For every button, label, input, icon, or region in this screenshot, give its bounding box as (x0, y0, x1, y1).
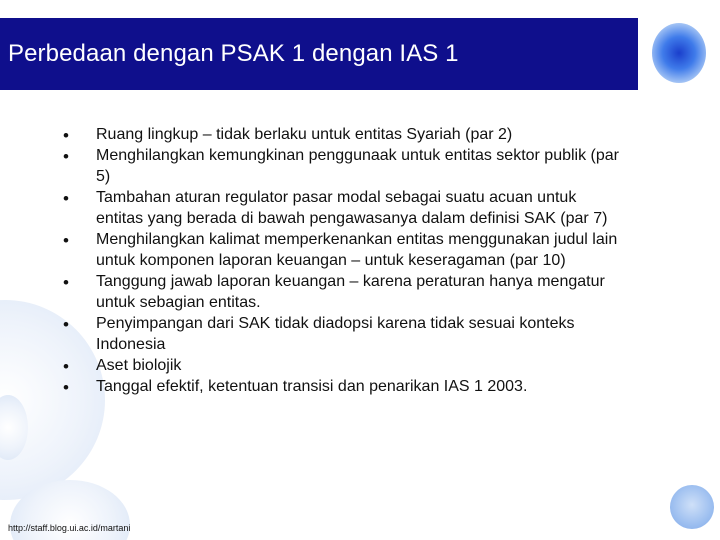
bullet-item (62, 229, 622, 271)
bullet-text: Penyimpangan dari SAK tidak diadopsi karena tidak sesuai konteks Indonesia (96, 315, 575, 353)
bullet-text: Menghilangkan kalimat memperkenankan entitas menggunakan judul lain untuk komponen laporan keuangan – untuk keseragaman (par 10) (96, 231, 618, 269)
bullet-text: Ruang lingkup – tidak berlaku untuk entitas Syariah (par 2) (96, 126, 513, 143)
bullet-icon: • (63, 357, 69, 376)
bullet-item (62, 313, 622, 355)
title-bar (0, 18, 638, 90)
bullet-text: Aset biolojik (96, 357, 182, 374)
bullet-item (62, 271, 622, 313)
bullet-icon: • (63, 189, 69, 208)
bullet-text: Tambahan aturan regulator pasar modal sebagai suatu acuan untuk entitas yang berada di bawah pengawasanya dalam definisi SAK (par 7) (96, 189, 608, 227)
bullet-icon: • (63, 273, 69, 292)
bullet-item (62, 187, 622, 229)
bullet-icon: • (63, 315, 69, 334)
decorative-blue-orb (652, 23, 706, 83)
bullet-text: Tanggal efektif, ketentuan transisi dan penarikan IAS 1 2003. (96, 378, 528, 395)
bullet-item (62, 376, 622, 397)
bullet-icon: • (63, 126, 69, 145)
bullet-item (62, 124, 622, 145)
bullet-text: Menghilangkan kemungkinan penggunaak untuk entitas sektor publik (par 5) (96, 147, 620, 185)
bullet-icon: • (63, 231, 69, 250)
footer-url[interactable]: http://staff.blog.ui.ac.id/martani (8, 523, 131, 533)
bullet-item (62, 355, 622, 376)
slide-title: Perbedaan dengan PSAK 1 dengan IAS 1 (8, 40, 459, 67)
bullet-icon: • (63, 378, 69, 397)
bullet-text: Tanggung jawab laporan keuangan – karena peraturan hanya mengatur untuk sebagian entitas. (96, 273, 605, 311)
bullet-icon: • (63, 147, 69, 166)
decorative-bubble-right (670, 485, 714, 529)
bullet-item (62, 145, 622, 187)
bullet-list (62, 124, 622, 397)
